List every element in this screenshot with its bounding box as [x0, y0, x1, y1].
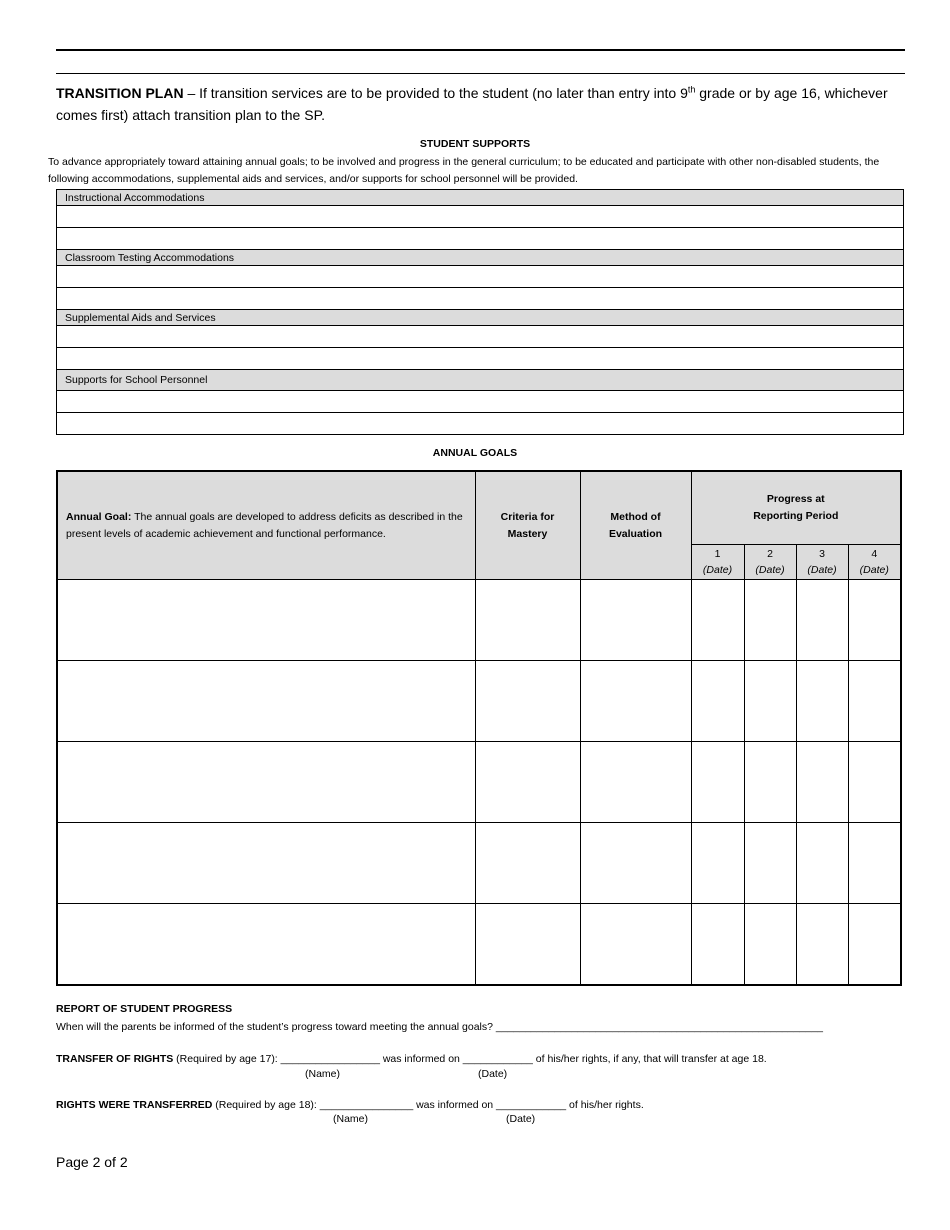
goal-field[interactable] [57, 904, 475, 986]
progress-field[interactable] [848, 580, 901, 661]
progress-header-line2: Reporting Period [753, 510, 839, 522]
criteria-field[interactable] [475, 580, 580, 661]
transferred-date-caption: (Date) [506, 1113, 536, 1125]
method-field[interactable] [580, 823, 691, 904]
progress-field[interactable] [796, 661, 848, 742]
progress-field[interactable] [744, 823, 796, 904]
period-date: (Date) [702, 564, 733, 576]
transfer-name-caption: (Name) [305, 1068, 341, 1080]
transferred-label: RIGHTS WERE TRANSFERRED [56, 1099, 213, 1111]
progress-field[interactable] [691, 904, 744, 986]
supports-section-header: Supplemental Aids and Services [57, 310, 904, 326]
goal-row [57, 580, 901, 661]
rights-transferred-line[interactable] [56, 1098, 936, 1112]
period-date: (Date) [807, 564, 837, 576]
progress-field[interactable] [744, 904, 796, 986]
supports-entry-field[interactable] [57, 326, 904, 348]
criteria-field[interactable] [475, 904, 580, 986]
supports-entry-field[interactable] [57, 288, 904, 310]
progress-field[interactable] [744, 661, 796, 742]
transferred-text: (Required by age 18): ________________ was informed on ____________ of his/her rights. [212, 1099, 644, 1111]
period-number: 3 [819, 548, 825, 560]
goal-field[interactable] [57, 580, 475, 661]
transfer-label: TRANSFER OF RIGHTS [56, 1053, 174, 1065]
student-supports-intro: To advance appropriately toward attaining annual goals; to be involved and progress in the general curriculum; to be educated and participate with other non-disabled students, the following accommodations, supplemental aids and services, and/or supports for school personnel will be provided. [48, 156, 880, 185]
report-title-text: REPORT OF STUDENT PROGRESS [56, 1003, 233, 1015]
period-number: 4 [871, 548, 878, 560]
criteria-field[interactable] [475, 823, 580, 904]
goal-field[interactable] [57, 823, 475, 904]
progress-field[interactable] [796, 904, 848, 986]
progress-field[interactable] [744, 742, 796, 823]
period-2-header [744, 545, 796, 580]
supports-entry-field[interactable] [57, 228, 904, 250]
transition-plan-paragraph [56, 82, 906, 126]
supports-entry-field[interactable] [57, 413, 904, 435]
report-question[interactable]: When will the parents be informed of the student’s progress toward meeting the annual goals? ________________________________________________________ [56, 1021, 823, 1033]
goal-row [57, 661, 901, 742]
period-1-header [691, 545, 744, 580]
supports-section-header: Supports for School Personnel [57, 370, 904, 391]
supports-section-header: Instructional Accommodations [57, 190, 904, 206]
criteria-field[interactable] [475, 661, 580, 742]
top-rule-thin [56, 73, 905, 74]
progress-field[interactable] [848, 823, 901, 904]
criteria-header: Criteria for Mastery [475, 471, 580, 580]
transfer-text: (Required by age 17): _________________ was informed on ____________ of his/her rights, if any, that will transfer at age 18. [173, 1053, 767, 1065]
period-date: (Date) [755, 564, 785, 576]
progress-field[interactable] [796, 742, 848, 823]
supports-entry-field[interactable] [57, 348, 904, 370]
period-number: 1 [714, 548, 721, 560]
transition-plan-text: – If transition services are to be provided to the student (no later than entry into 9 [183, 85, 688, 101]
progress-header [691, 471, 901, 545]
student-supports-table [56, 189, 904, 435]
progress-field[interactable] [796, 823, 848, 904]
annual-goals-table [56, 470, 902, 986]
criteria-field[interactable] [475, 742, 580, 823]
period-date: (Date) [859, 564, 889, 576]
period-number: 2 [767, 548, 773, 560]
goal-row [57, 904, 901, 986]
method-field[interactable] [580, 580, 691, 661]
annual-goal-label: Annual Goal: [66, 510, 132, 523]
method-header: Method of Evaluation [580, 471, 691, 580]
method-field[interactable] [580, 904, 691, 986]
progress-field[interactable] [796, 580, 848, 661]
transferred-name-caption: (Name) [333, 1113, 369, 1125]
supports-entry-field[interactable] [57, 391, 904, 413]
page-number: Page 2 of 2 [56, 1154, 128, 1170]
period-4-header [848, 545, 901, 580]
period-3-header [796, 545, 848, 580]
progress-field[interactable] [691, 580, 744, 661]
goal-row [57, 742, 901, 823]
student-supports-title: STUDENT SUPPORTS [419, 138, 531, 150]
annual-goal-header [57, 471, 475, 580]
progress-field[interactable] [848, 742, 901, 823]
report-title [56, 1002, 232, 1016]
goal-field[interactable] [57, 742, 475, 823]
progress-field[interactable] [691, 661, 744, 742]
transition-plan-label: TRANSITION PLAN [56, 85, 184, 101]
progress-field[interactable] [848, 661, 901, 742]
annual-goal-description: The annual goals are developed to address deficits as described in the present levels of academic achievement and functional performance. [66, 510, 463, 540]
transition-plan-sup: th [687, 84, 696, 95]
goal-field[interactable] [57, 661, 475, 742]
method-field[interactable] [580, 742, 691, 823]
progress-header-line1: Progress at [766, 493, 825, 505]
supports-section-header: Classroom Testing Accommodations [57, 250, 904, 266]
transfer-of-rights-line[interactable] [56, 1052, 936, 1066]
transition-plan-text-end: grade or by age 16, whichever comes first) attach transition plan to the SP. [56, 85, 888, 123]
progress-field[interactable] [744, 580, 796, 661]
supports-entry-field[interactable] [57, 206, 904, 228]
progress-field[interactable] [691, 742, 744, 823]
goal-row [57, 823, 901, 904]
progress-field[interactable] [848, 904, 901, 986]
transfer-date-caption: (Date) [478, 1068, 508, 1080]
top-rule-thick [56, 49, 905, 51]
annual-goals-title: ANNUAL GOALS [432, 447, 518, 459]
method-field[interactable] [580, 661, 691, 742]
progress-field[interactable] [691, 823, 744, 904]
supports-entry-field[interactable] [57, 266, 904, 288]
